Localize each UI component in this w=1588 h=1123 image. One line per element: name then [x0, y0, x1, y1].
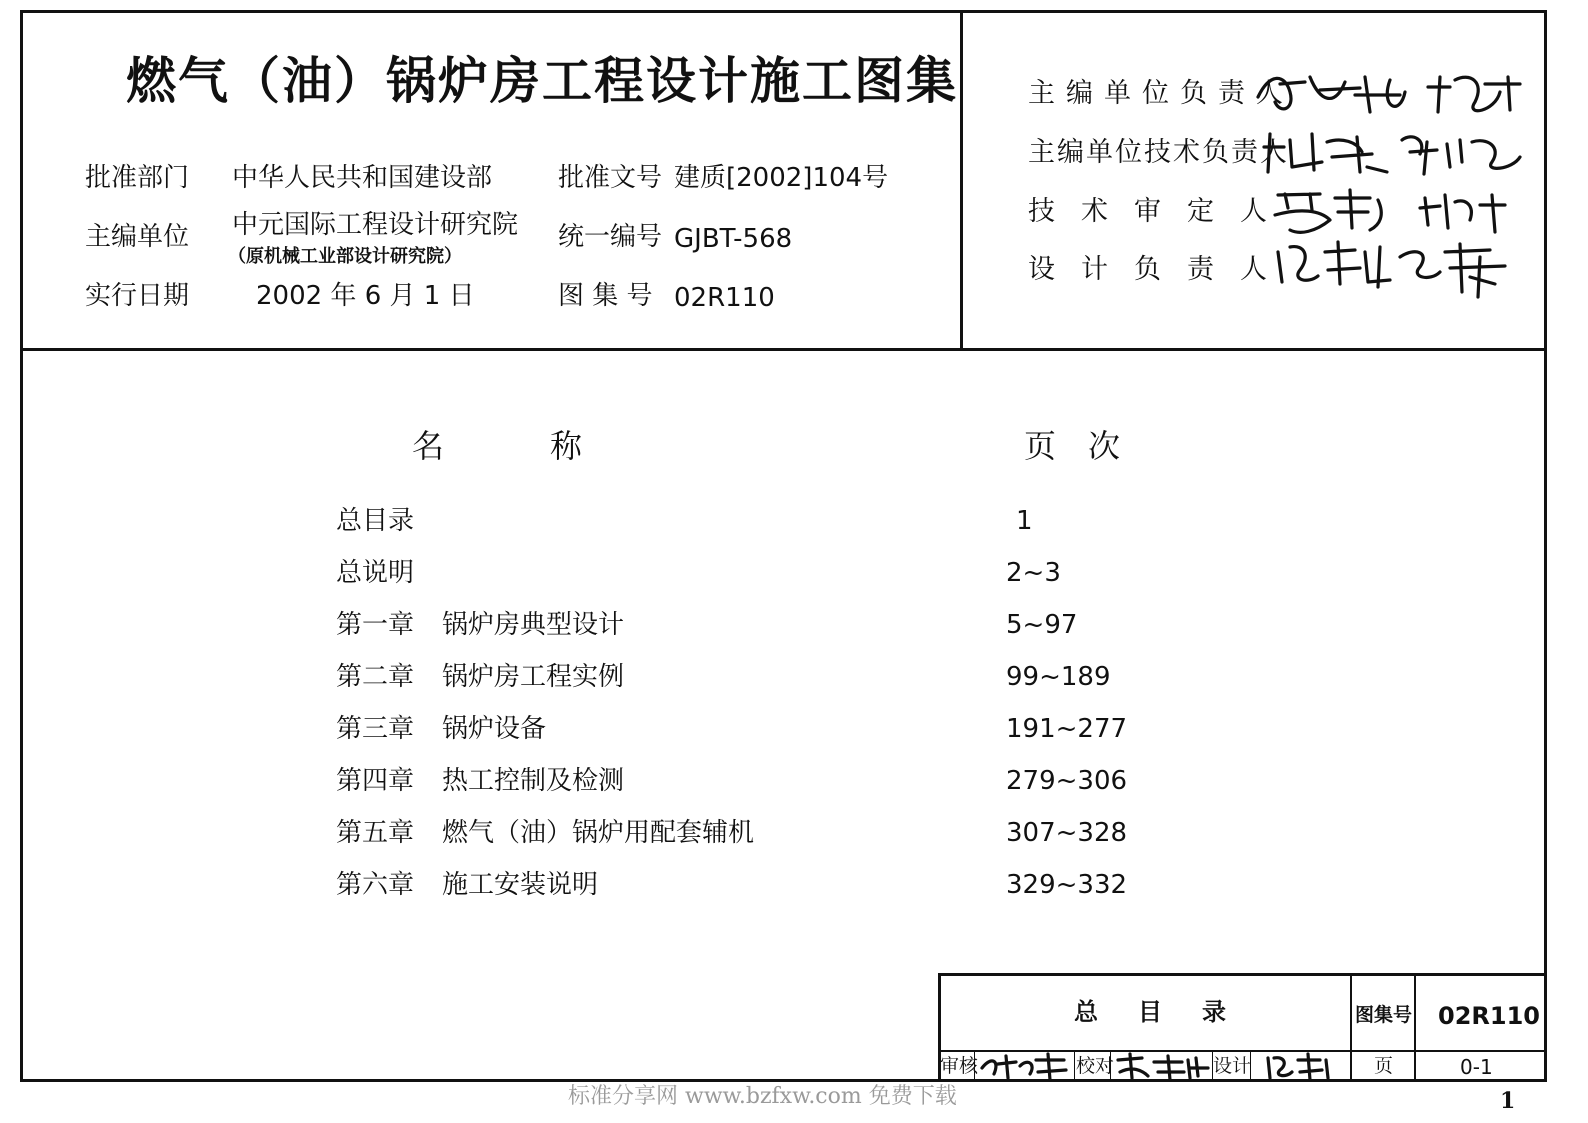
frame-left — [20, 10, 23, 1082]
signature-row-2 — [1262, 122, 1532, 182]
toc-pages: 1 — [1016, 506, 1033, 536]
editor-unit-label: 主编单位 — [85, 222, 190, 252]
toc-pages: 5~97 — [1006, 610, 1078, 640]
toc-chapter: 第三章 — [336, 714, 415, 744]
effective-date-value: 2002 年 6 月 1 日 — [256, 281, 475, 311]
toc-title: 锅炉房典型设计 — [442, 610, 625, 640]
sheet-title: 总 目 录 — [1074, 998, 1234, 1026]
title-block-v1 — [1350, 973, 1352, 1082]
review-label: 审核 — [940, 1055, 979, 1077]
atlas-no-value: 02R110 — [1438, 1002, 1540, 1030]
effective-date-label: 实行日期 — [85, 281, 190, 311]
page-title: 燃气（油）锅炉房工程设计施工图集 — [126, 52, 958, 110]
toc-pages: 279~306 — [1006, 766, 1128, 796]
toc-chapter: 第六章 — [336, 870, 415, 900]
design-signature — [1262, 1050, 1342, 1082]
toc-chapter: 总说明 — [336, 558, 415, 588]
check-signature — [1112, 1050, 1212, 1082]
approval-doc-value: 建质[2002]104号 — [674, 163, 889, 193]
editor-unit-note: （原机械工业部设计研究院） — [228, 246, 462, 267]
header-divider — [20, 348, 1547, 351]
toc-title: 锅炉房工程实例 — [442, 662, 625, 692]
title-block-v2 — [1414, 973, 1416, 1082]
unified-code-label: 统一编号 — [558, 222, 663, 252]
toc-title: 施工安装说明 — [442, 870, 599, 900]
design-label: 设计 — [1213, 1055, 1252, 1077]
toc-chapter: 第五章 — [336, 818, 415, 848]
toc-title: 燃气（油）锅炉用配套辅机 — [442, 818, 755, 848]
page-number: 1 — [1500, 1088, 1516, 1114]
frame-right — [1544, 10, 1547, 1082]
approval-doc-label: 批准文号 — [558, 163, 663, 193]
toc-chapter: 第四章 — [336, 766, 415, 796]
watermark: 标准分享网 www.bzfxw.com 免费下载 — [568, 1084, 957, 1109]
signature-row-3 — [1270, 180, 1520, 240]
toc-pages: 191~277 — [1006, 714, 1128, 744]
toc-name-header: 名 称 — [412, 427, 597, 465]
responsible-label-4: 设计负责人 — [1028, 254, 1293, 285]
title-block-v4 — [1074, 1050, 1075, 1081]
approval-dept-value: 中华人民共和国建设部 — [232, 163, 493, 193]
toc-pages: 329~332 — [1006, 870, 1128, 900]
toc-title: 锅炉设备 — [442, 714, 547, 744]
editor-unit-value: 中元国际工程设计研究院 — [232, 210, 519, 240]
toc-pages: 2~3 — [1006, 558, 1061, 588]
approval-dept-label: 批准部门 — [85, 163, 190, 193]
page-value: 0-1 — [1460, 1055, 1493, 1079]
atlas-number-value: 02R110 — [674, 283, 775, 313]
review-signature — [976, 1050, 1072, 1082]
signature-row-4 — [1270, 232, 1530, 302]
toc-chapter: 第二章 — [336, 662, 415, 692]
toc-chapter: 第一章 — [336, 610, 415, 640]
toc-title: 热工控制及检测 — [442, 766, 625, 796]
responsible-label-1: 主编单位负责人 — [1028, 78, 1294, 109]
page-label: 页 — [1374, 1055, 1394, 1077]
toc-pages: 307~328 — [1006, 818, 1128, 848]
frame-top — [20, 10, 1547, 13]
responsible-label-3: 技术审定人 — [1028, 196, 1293, 227]
title-block-top — [938, 973, 1547, 976]
atlas-no-label: 图集号 — [1355, 1004, 1413, 1026]
signature-row-1 — [1250, 62, 1540, 122]
check-label: 校对 — [1076, 1055, 1115, 1077]
header-vertical-divider — [960, 10, 963, 351]
responsible-label-2: 主编单位技术负责人 — [1028, 137, 1289, 168]
toc-pages: 99~189 — [1006, 662, 1111, 692]
unified-code-value: GJBT-568 — [674, 224, 793, 254]
toc-page-header: 页 次 — [1024, 427, 1121, 465]
atlas-number-label: 图 集 号 — [558, 281, 653, 311]
toc-chapter: 总目录 — [336, 506, 415, 536]
